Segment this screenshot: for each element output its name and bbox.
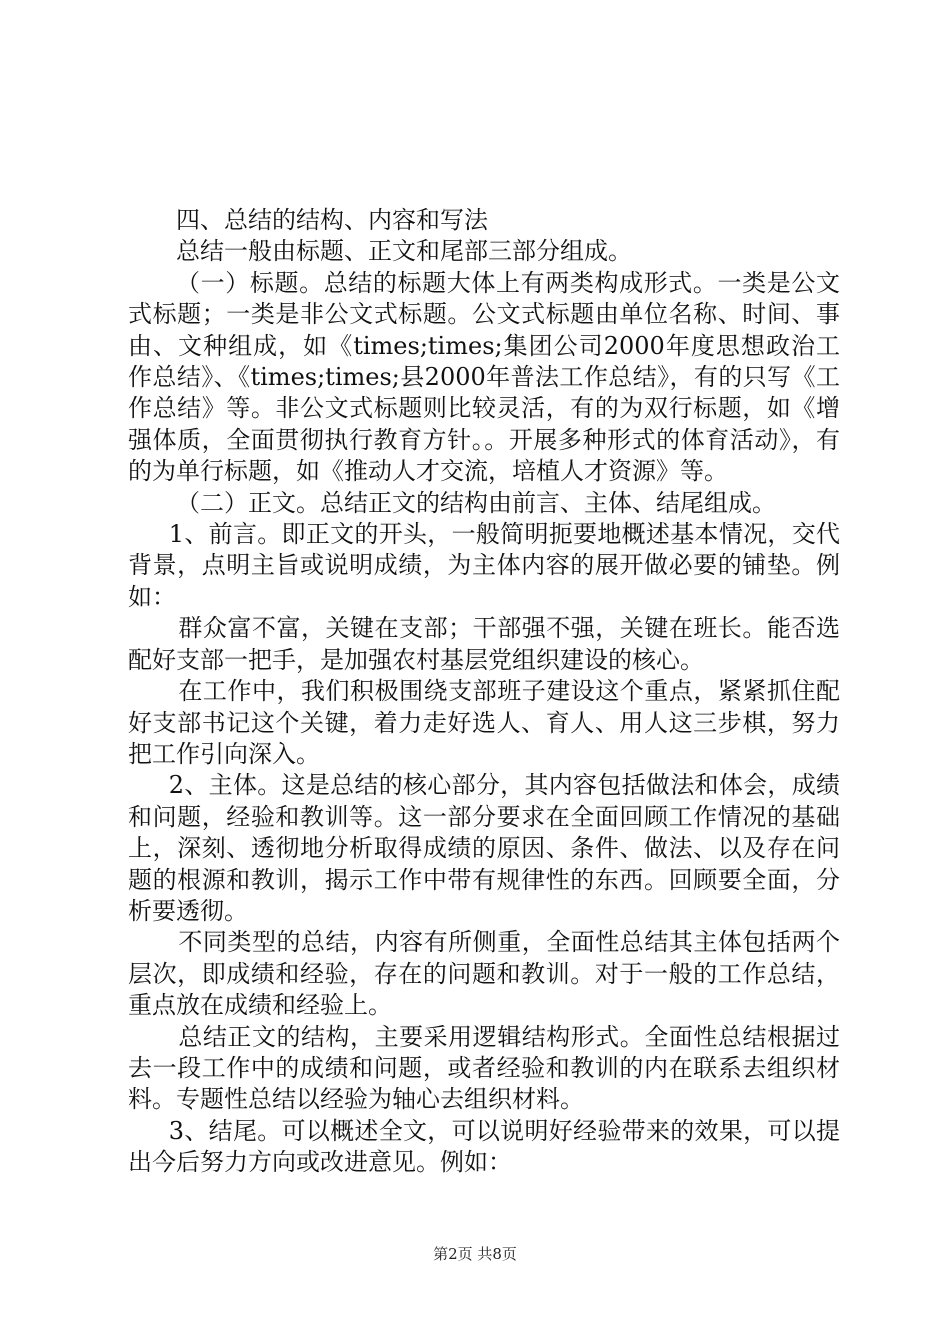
page-number-footer: 第2页 共8页 — [433, 1245, 517, 1263]
paragraph: 群众富不富，关键在支部；干部强不强，关键在班长。能否选配好支部一把手，是加强农村基层党组织建设的核心。 — [128, 614, 840, 674]
paragraph: 不同类型的总结，内容有所侧重，全面性总结其主体包括两个层次，即成绩和经验，存在的问题和教训。对于一般的工作总结，重点放在成绩和经验上。 — [128, 928, 840, 1020]
paragraph: 3、结尾。可以概述全文，可以说明好经验带来的效果，可以提出今后努力方向或改进意见。例如： — [128, 1116, 840, 1177]
paragraph: 1、前言。即正文的开头，一般简明扼要地概述基本情况，交代背景，点明主旨或说明成绩，为主体内容的展开做必要的铺垫。例如： — [128, 520, 840, 611]
paragraph: 总结一般由标题、正文和尾部三部分组成。 — [176, 237, 632, 266]
section-heading: 四、总结的结构、内容和写法 — [176, 206, 488, 234]
document-body — [128, 205, 840, 1179]
paragraph: 在工作中，我们积极围绕支部班子建设这个重点，紧紧抓住配好支部书记这个关键，着力走好选人、育人、用人这三步棋，努力把工作引向深入。 — [128, 677, 840, 768]
paragraph: 2、主体。这是总结的核心部分，其内容包括做法和体会，成绩和问题，经验和教训等。这一部分要求在全面回顾工作情况的基础上，深刻、透彻地分析取得成绩的原因、条件、做法、以及存在问题的根源和教训，揭示工作中带有规律性的东西。回顾要全面，分析要透彻。 — [128, 771, 840, 925]
paragraph: （二）正文。总结正文的结构由前言、主体、结尾组成。 — [176, 488, 776, 517]
paragraph: （一）标题。总结的标题大体上有两类构成形式。一类是公文式标题；一类是非公文式标题。公文式标题由单位名称、时间、事由、文种组成，如《times;times;集团公司2000年度思想政治工作总结》、《times;times;县2000年普法工作总结》，有的只写《工作总结》等。非公文式标题则比较灵活，有的为双行标题，如《增强体质，全面贯彻执行教育方针。。开展多种形式的体育活动》，有的为单行标题，如《推动人才交流，培植人才资源》等。 — [128, 268, 840, 486]
paragraph: 总结正文的结构，主要采用逻辑结构形式。全面性总结根据过去一段工作中的成绩和问题，或者经验和教训的内在联系去组织材料。专题性总结以经验为轴心去组织材料。 — [128, 1022, 840, 1114]
